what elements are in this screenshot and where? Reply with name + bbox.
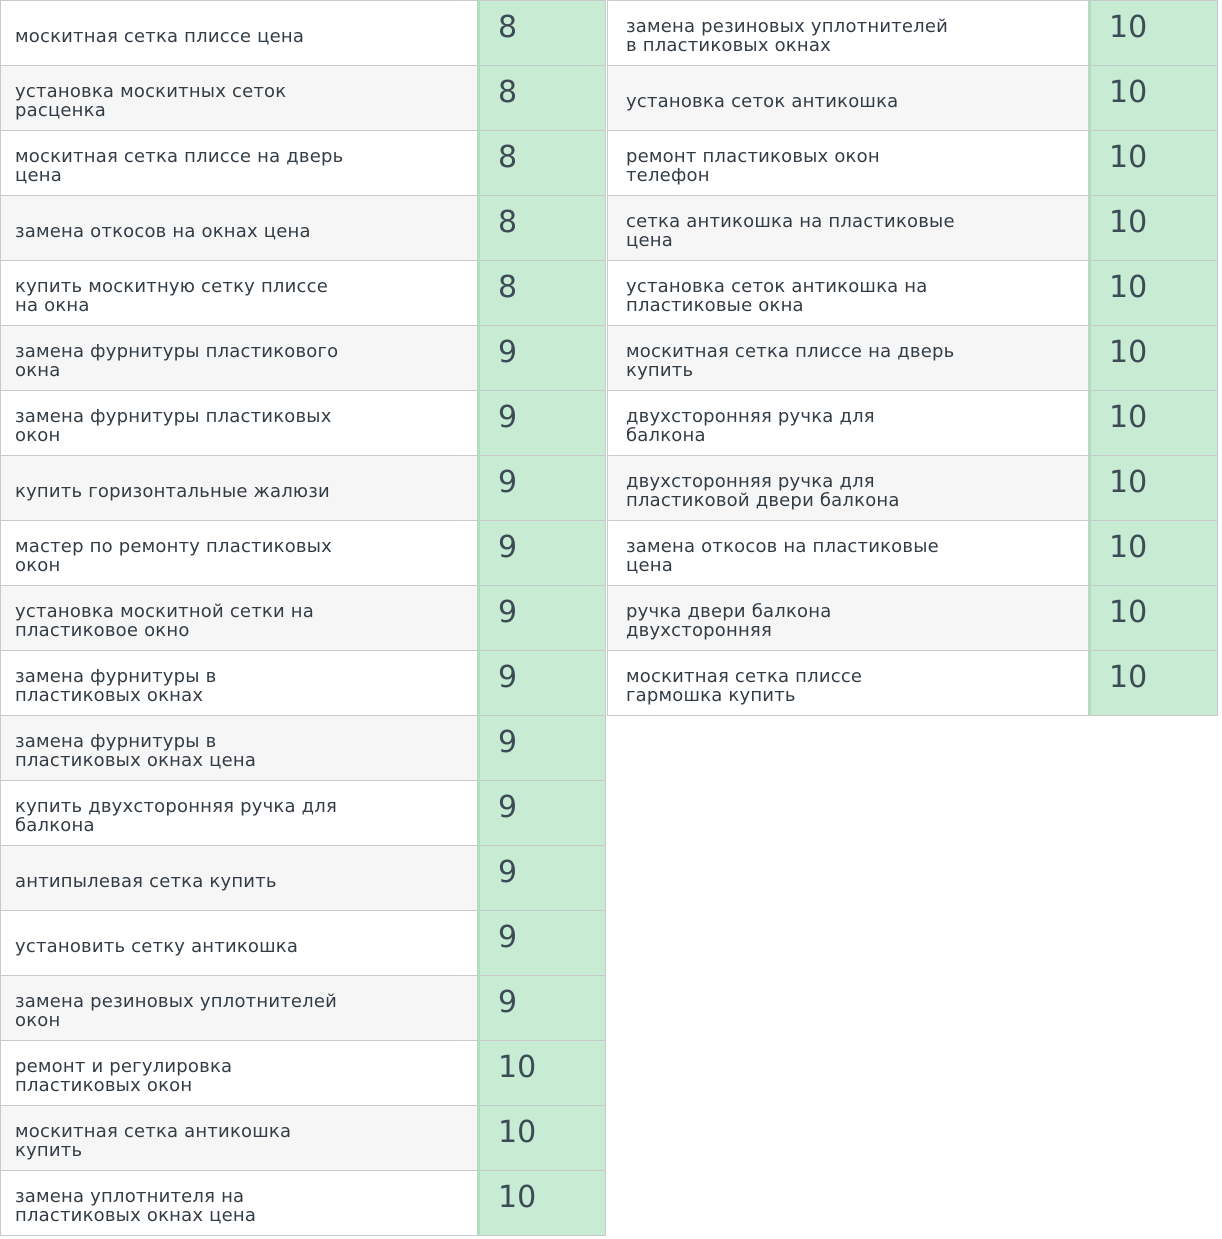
- table-row: [608, 391, 1218, 456]
- query-cell: замена откосов на пластиковые цена: [608, 521, 1090, 586]
- table-row: [1, 781, 606, 846]
- value-cell: 10: [1090, 66, 1218, 131]
- query-cell: купить москитную сетку плиссе на окна: [1, 261, 479, 326]
- table-row: [1, 846, 606, 911]
- query-cell: замена фурнитуры в пластиковых окнах: [1, 651, 479, 716]
- value-cell: 9: [479, 521, 606, 586]
- table-row: [608, 66, 1218, 131]
- query-cell: москитная сетка плиссе гармошка купить: [608, 651, 1090, 716]
- query-cell: установка сеток антикошка на пластиковые окна: [608, 261, 1090, 326]
- query-cell: антипылевая сетка купить: [1, 846, 479, 911]
- keyword-table-left: [0, 0, 606, 1236]
- value-cell: 10: [479, 1041, 606, 1106]
- table-row: [608, 521, 1218, 586]
- value-cell: 8: [479, 131, 606, 196]
- table-row: [1, 586, 606, 651]
- query-cell: замена фурнитуры в пластиковых окнах цена: [1, 716, 479, 781]
- query-cell: сетка антикошка на пластиковые цена: [608, 196, 1090, 261]
- query-cell: установка москитной сетки на пластиковое окно: [1, 586, 479, 651]
- query-cell: установка сеток антикошка: [608, 66, 1090, 131]
- value-cell: 8: [479, 1, 606, 66]
- value-cell: 9: [479, 846, 606, 911]
- table-row: [1, 911, 606, 976]
- query-cell: замена откосов на окнах цена: [1, 196, 479, 261]
- value-cell: 10: [479, 1171, 606, 1236]
- query-cell: москитная сетка плиссе на дверь купить: [608, 326, 1090, 391]
- query-cell: установить сетку антикошка: [1, 911, 479, 976]
- query-cell: москитная сетка плиссе цена: [1, 1, 479, 66]
- query-cell: замена фурнитуры пластиковых окон: [1, 391, 479, 456]
- value-cell: 10: [1090, 196, 1218, 261]
- value-cell: 10: [1090, 261, 1218, 326]
- table-row: [1, 131, 606, 196]
- value-cell: 10: [1090, 326, 1218, 391]
- table-row: [1, 1106, 606, 1171]
- table-row: [608, 261, 1218, 326]
- query-cell: ремонт и регулировка пластиковых окон: [1, 1041, 479, 1106]
- value-cell: 9: [479, 326, 606, 391]
- query-cell: купить горизонтальные жалюзи: [1, 456, 479, 521]
- value-cell: 9: [479, 716, 606, 781]
- value-cell: 9: [479, 781, 606, 846]
- value-cell: 10: [1090, 131, 1218, 196]
- value-cell: 10: [1090, 651, 1218, 716]
- table-row: [608, 456, 1218, 521]
- table-row: [1, 976, 606, 1041]
- table-row: [1, 521, 606, 586]
- table-row: [1, 261, 606, 326]
- table-row: [1, 1, 606, 66]
- value-cell: 9: [479, 911, 606, 976]
- query-cell: мастер по ремонту пластиковых окон: [1, 521, 479, 586]
- keyword-table-right: [607, 0, 1218, 716]
- value-cell: 10: [1090, 1, 1218, 66]
- table-row: [1, 326, 606, 391]
- value-cell: 9: [479, 456, 606, 521]
- query-cell: купить двухсторонняя ручка для балкона: [1, 781, 479, 846]
- table-row: [608, 131, 1218, 196]
- table-row: [608, 1, 1218, 66]
- query-cell: замена фурнитуры пластикового окна: [1, 326, 479, 391]
- table-row: [608, 326, 1218, 391]
- query-cell: ремонт пластиковых окон телефон: [608, 131, 1090, 196]
- table-row: [608, 196, 1218, 261]
- value-cell: 10: [1090, 521, 1218, 586]
- query-cell: ручка двери балкона двухсторонняя: [608, 586, 1090, 651]
- table-row: [1, 66, 606, 131]
- value-cell: 8: [479, 66, 606, 131]
- value-cell: 9: [479, 586, 606, 651]
- table-row: [1, 1171, 606, 1236]
- value-cell: 10: [1090, 391, 1218, 456]
- query-cell: двухсторонняя ручка для балкона: [608, 391, 1090, 456]
- query-cell: двухсторонняя ручка для пластиковой двери балкона: [608, 456, 1090, 521]
- value-cell: 8: [479, 261, 606, 326]
- value-cell: 10: [1090, 456, 1218, 521]
- query-cell: москитная сетка плиссе на дверь цена: [1, 131, 479, 196]
- table-row: [1, 196, 606, 261]
- query-cell: установка москитных сеток расценка: [1, 66, 479, 131]
- table-row: [608, 651, 1218, 716]
- query-cell: замена уплотнителя на пластиковых окнах цена: [1, 1171, 479, 1236]
- value-cell: 10: [1090, 586, 1218, 651]
- table-row: [1, 716, 606, 781]
- query-cell: замена резиновых уплотнителей в пластиковых окнах: [608, 1, 1090, 66]
- value-cell: 9: [479, 976, 606, 1041]
- value-cell: 9: [479, 651, 606, 716]
- table-row: [1, 651, 606, 716]
- table-row: [608, 586, 1218, 651]
- value-cell: 9: [479, 391, 606, 456]
- query-cell: замена резиновых уплотнителей окон: [1, 976, 479, 1041]
- table-row: [1, 456, 606, 521]
- value-cell: 10: [479, 1106, 606, 1171]
- value-cell: 8: [479, 196, 606, 261]
- table-row: [1, 1041, 606, 1106]
- table-row: [1, 391, 606, 456]
- query-cell: москитная сетка антикошка купить: [1, 1106, 479, 1171]
